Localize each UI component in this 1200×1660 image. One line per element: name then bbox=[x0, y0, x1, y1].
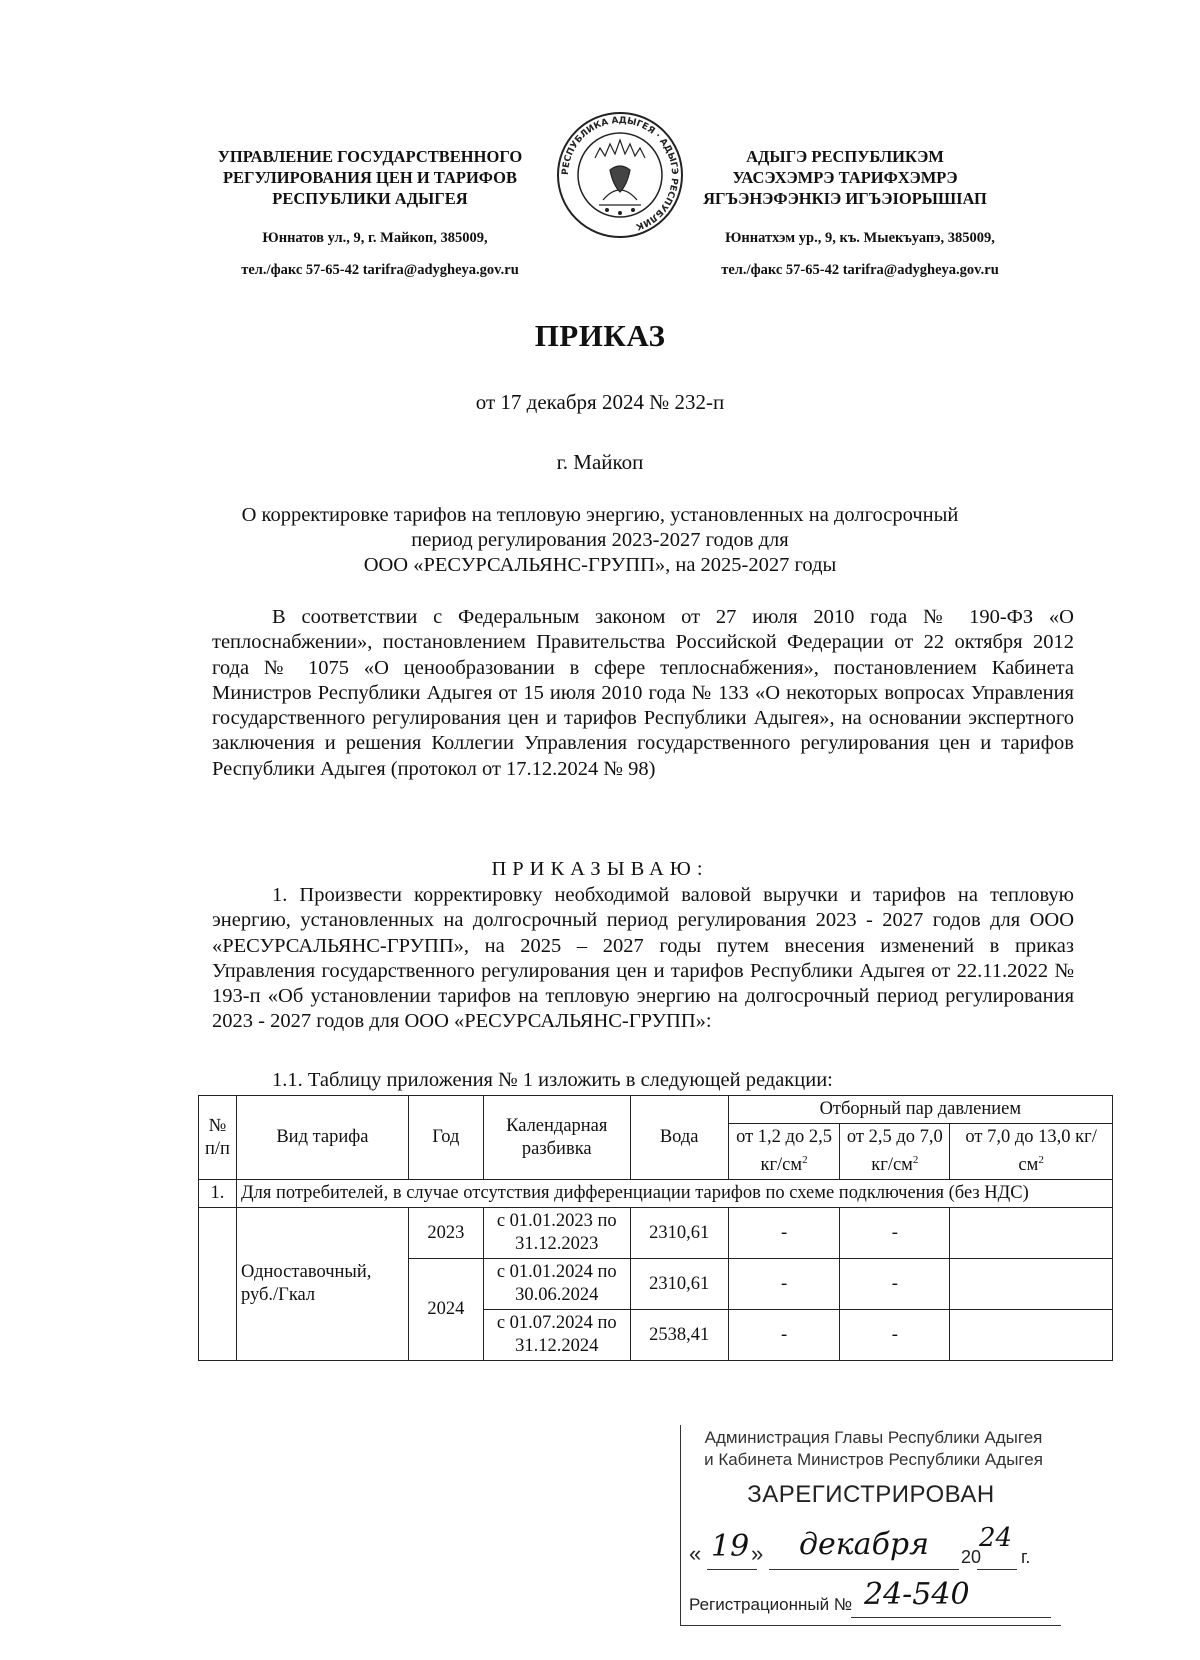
emblem-ring-text: РЕСПУБЛИКА АДЫГЕЯ · АДЫГЭ РЕСПУБЛИК bbox=[560, 115, 680, 232]
header-steam-2-sup: 2 bbox=[912, 1154, 919, 1166]
table-header-row-1 bbox=[199, 1096, 1113, 1124]
stamp-status: ЗАРЕГИСТРИРОВАН bbox=[747, 1481, 995, 1508]
stamp-month-underline bbox=[769, 1569, 959, 1570]
stamp-day: 19 bbox=[711, 1529, 750, 1564]
stamp-year-suffix: г. bbox=[1021, 1547, 1031, 1567]
stamp-number-underline bbox=[851, 1617, 1051, 1618]
empty-num-cell bbox=[199, 1208, 237, 1361]
document-subject bbox=[150, 503, 1050, 578]
header-left-line-1: УПРАВЛЕНИЕ ГОСУДАРСТВЕННОГО bbox=[217, 147, 523, 166]
table-row bbox=[199, 1208, 1113, 1259]
registration-stamp bbox=[680, 1425, 1061, 1626]
year-2023: 2023 bbox=[408, 1208, 483, 1259]
header-steam-2-text: от 2,5 до 7,0 кг/см bbox=[846, 1127, 943, 1176]
header-right-line-1: АДЫГЭ РЕСПУБЛИКЭМ bbox=[746, 147, 944, 166]
subject-line-1: О корректировке тарифов на тепловую энергию, установленных на долгосрочный bbox=[241, 504, 959, 526]
coat-of-arms-emblem bbox=[555, 110, 685, 240]
order-heading: ПРИКАЗЫВАЮ: bbox=[491, 858, 709, 880]
water-value: 2310,61 bbox=[630, 1259, 728, 1310]
stamp-year-underline bbox=[977, 1569, 1017, 1570]
header-left-line-3: РЕСПУБЛИКИ АДЫГЕЯ bbox=[272, 189, 468, 208]
order-item-1: 1. Произвести корректировку необходимой валовой выручки и тарифов на тепловую энергию, установленных на долгосрочный период регулирования 2023 - 2027 годов для ООО «РЕСУРСАЛЬЯНС-ГРУПП», на 2025 – 2027 годы путем внесения изменений в приказ Управления государственного регулирования цен и тарифов Республики Адыгея от 22.11.2022 № 193-п «Об установлении тарифов на тепловую энергию на долгосрочный период регулирования 2023 - 2027 годов для ООО «РЕСУРСАЛЬЯНС-ГРУПП»: bbox=[212, 884, 1074, 1033]
steam-3-value bbox=[950, 1310, 1113, 1361]
water-value: 2310,61 bbox=[630, 1208, 728, 1259]
order-item-1-1: 1.1. Таблицу приложения № 1 изложить в следующей редакции: bbox=[272, 1069, 833, 1091]
header-left-contact: тел./факс 57-65-42 tarifra@adygheya.gov.ru bbox=[241, 262, 519, 278]
document-date-number: от 17 декабря 2024 № 232-п bbox=[475, 390, 725, 414]
subject-line-2: период регулирования 2023-2027 годов для bbox=[411, 529, 789, 551]
stamp-reg-number: 24-540 bbox=[864, 1577, 970, 1612]
steam-1-value: - bbox=[728, 1208, 840, 1259]
stamp-date-line bbox=[689, 1523, 1059, 1573]
steam-2-value: - bbox=[840, 1310, 950, 1361]
header-steam-3 bbox=[950, 1124, 1113, 1180]
header-steam-1 bbox=[728, 1124, 840, 1180]
period-cell: с 01.07.2024 по 31.12.2024 bbox=[483, 1310, 630, 1361]
document-title: ПРИКАЗ bbox=[534, 318, 666, 353]
stamp-month: декабря bbox=[799, 1527, 929, 1562]
header-steam-3-sup: 2 bbox=[1038, 1154, 1044, 1166]
stamp-quote-open: « bbox=[689, 1541, 702, 1566]
header-steam-1-sup: 2 bbox=[802, 1154, 808, 1166]
tariff-name: Одноставочный, руб./Гкал bbox=[236, 1208, 408, 1361]
steam-2-value: - bbox=[840, 1259, 950, 1310]
stamp-quote-close: » bbox=[751, 1541, 764, 1566]
header-num: № п/п bbox=[199, 1096, 237, 1180]
header-right-line-3: ЯГЪЭНЭФЭНКІЭ ИГЪЭІОРЫШІАП bbox=[703, 189, 987, 208]
stamp-year-prefix: 20 bbox=[961, 1547, 982, 1567]
header-right-org bbox=[680, 146, 1010, 209]
header-steam-3-text: от 7,0 до 13,0 кг/см bbox=[965, 1127, 1097, 1176]
subject-line-3: ООО «РЕСУРСАЛЬЯНС-ГРУПП», на 2025-2027 годы bbox=[363, 554, 837, 576]
header-left-address: Юннатов ул., 9, г. Майкоп, 385009, bbox=[262, 230, 488, 246]
header-water: Вода bbox=[630, 1096, 728, 1180]
header-steam-1-text: от 1,2 до 2,5 кг/см bbox=[736, 1127, 832, 1176]
preamble-paragraph: В соответствии с Федеральным законом от 27 июля 2010 года № 190-ФЗ «О теплоснабжении», постановлением Правительства Российской Федерации от 22 октября 2012 года № 1075 «О ценообразовании в сфере теплоснабжения», постановлением Кабинета Министров Республики Адыгея от 15 июля 2010 года № 133 «О некоторых вопросах Управления государственного регулирования цен и тарифов Республики Адыгея», на основании экспертного заключения и решения Коллегии Управления государственного регулирования цен и тарифов Республики Адыгея (протокол от 17.12.2024 № 98) bbox=[212, 606, 1074, 780]
header-left-line-2: РЕГУЛИРОВАНИЯ ЦЕН И ТАРИФОВ bbox=[222, 168, 518, 187]
stamp-year: 24 bbox=[979, 1523, 1013, 1553]
header-left-org bbox=[205, 146, 535, 209]
stamp-day-underline bbox=[707, 1569, 757, 1570]
year-2024: 2024 bbox=[408, 1259, 483, 1361]
steam-3-value bbox=[950, 1208, 1113, 1259]
header-right-line-2: УАСЭХЭМРЭ ТАРИФХЭМРЭ bbox=[732, 168, 958, 187]
header-steam-group: Отборный пар давлением bbox=[728, 1096, 1112, 1124]
header-period: Календарная разбивка bbox=[483, 1096, 630, 1180]
header-steam-2 bbox=[840, 1124, 950, 1180]
steam-1-value: - bbox=[728, 1259, 840, 1310]
steam-3-value bbox=[950, 1259, 1113, 1310]
section-num: 1. bbox=[199, 1180, 237, 1208]
stamp-org-line-1: Администрация Главы Республики Адыгея bbox=[704, 1428, 1043, 1447]
steam-2-value: - bbox=[840, 1208, 950, 1259]
stamp-organization bbox=[691, 1427, 1056, 1471]
header-type: Вид тарифа bbox=[236, 1096, 408, 1180]
period-cell: с 01.01.2024 по 30.06.2024 bbox=[483, 1259, 630, 1310]
stamp-number-line bbox=[689, 1577, 1059, 1619]
header-year: Год bbox=[408, 1096, 483, 1180]
header-right-contact: тел./факс 57-65-42 tarifra@adygheya.gov.ru bbox=[721, 262, 999, 278]
tariff-table bbox=[198, 1095, 1113, 1361]
stamp-org-line-2: и Кабинета Министров Республики Адыгея bbox=[704, 1450, 1043, 1469]
steam-1-value: - bbox=[728, 1310, 840, 1361]
table-section-row bbox=[199, 1180, 1113, 1208]
header-right-address: Юннатхэм ур., 9, къ. Мыекъуапэ, 385009, bbox=[725, 230, 995, 246]
period-cell: с 01.01.2023 по 31.12.2023 bbox=[483, 1208, 630, 1259]
stamp-reg-label: Регистрационный № bbox=[689, 1595, 853, 1614]
water-value: 2538,41 bbox=[630, 1310, 728, 1361]
section-text: Для потребителей, в случае отсутствия дифференциации тарифов по схеме подключения (без НДС) bbox=[236, 1180, 1112, 1208]
document-city: г. Майкоп bbox=[556, 450, 644, 474]
